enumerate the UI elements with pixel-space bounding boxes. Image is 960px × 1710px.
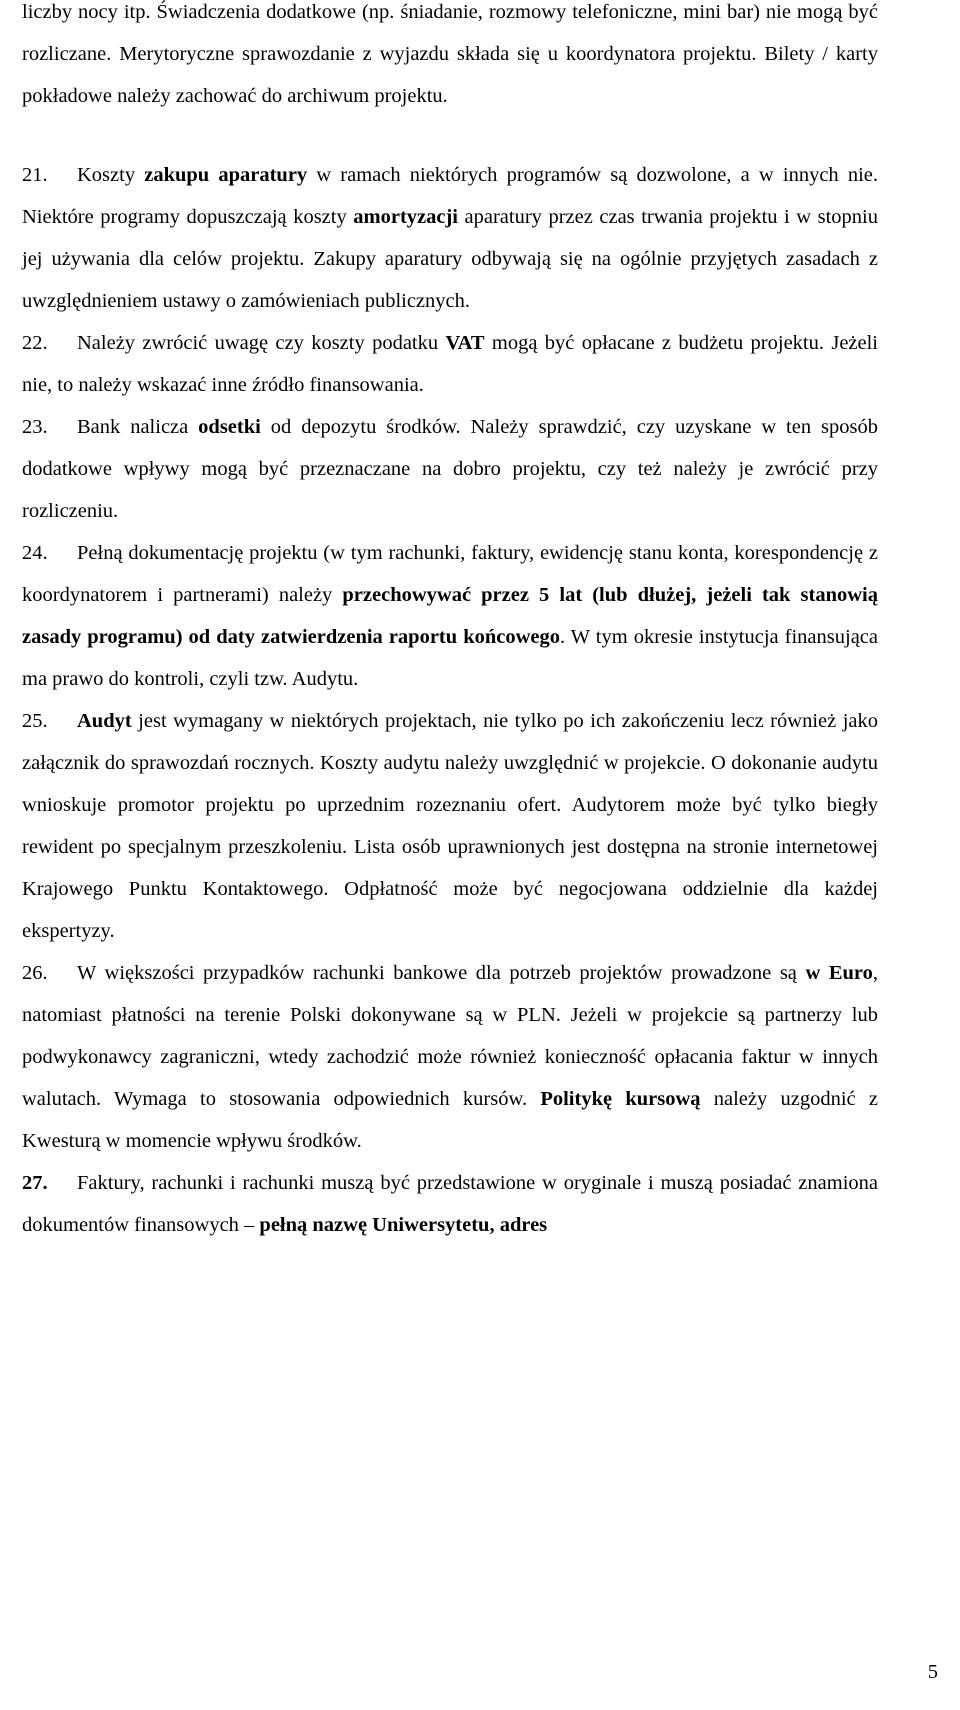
body-text: W większości przypadków rachunki bankowe dla potrzeb projektów prowadzone są xyxy=(77,962,806,984)
body-text: , natomiast płatności na terenie Polski dokonywane są w PLN. Jeżeli w projekcie są partnerzy lub podwykonawcy zagraniczni, wtedy zachodzić może również konieczność opłacania faktur w innych walutach. Wymaga to stosowania odpowiednich kursów. xyxy=(22,962,878,1110)
numbered-list xyxy=(22,154,878,1246)
bold-text: przechowywać przez 5 lat (lub dłużej, jeżeli tak stanowią zasady programu) od daty zatwierdzenia raportu końcowego xyxy=(22,584,878,648)
body-text: Faktury, rachunki i rachunki muszą być przedstawione w oryginale i muszą posiadać znamiona dokumentów finansowych – xyxy=(22,1172,878,1236)
body-text: Bank nalicza xyxy=(77,416,199,438)
item-number: 25. xyxy=(22,710,48,732)
body-text: . W tym okresie instytucja finansująca ma prawo do kontroli, czyli tzw. Audytu. xyxy=(22,626,878,690)
list-item xyxy=(22,532,878,700)
list-item xyxy=(22,406,878,532)
bold-text: VAT xyxy=(445,332,485,354)
list-item xyxy=(22,322,878,406)
bold-text: zakupu aparatury xyxy=(144,164,308,186)
item-number: 22. xyxy=(22,332,48,354)
item-number: 21. xyxy=(22,164,48,186)
body-text: Należy zwrócić uwagę czy koszty podatku xyxy=(77,332,446,354)
body-text: w ramach niektórych programów są dozwolone, a w innych nie. Niektóre programy dopuszczają koszty xyxy=(22,164,879,228)
bold-text: Politykę kursową xyxy=(540,1088,701,1110)
bold-text: pełną nazwę Uniwersytetu, adres xyxy=(259,1214,548,1236)
list-item xyxy=(22,952,878,1162)
body-text: mogą być opłacane z budżetu projektu. Jeżeli nie, to należy wskazać inne źródło finansowania. xyxy=(22,332,879,396)
body-text: jest wymagany w niektórych projektach, nie tylko po ich zakończeniu lecz również jako załącznik do sprawozdań rocznych. Koszty audytu należy uwzględnić w projekcie. O dokonanie audytu wnioskuje promotor projektu po uprzednim rozeznaniu ofert. Audytorem może być tylko biegły rewident po specjalnym przeszkoleniu. Lista osób uprawnionych jest dostępna na stronie internetowej Krajowego Punktu Kontaktowego. Odpłatność może być negocjowana oddzielnie dla każdej ekspertyzy. xyxy=(22,710,878,942)
item-number: 24. xyxy=(22,542,48,564)
list-item xyxy=(22,1162,878,1246)
item-number: 26. xyxy=(22,962,48,984)
bold-text: amortyzacji xyxy=(353,206,458,228)
intro-text: liczby nocy itp. Świadczenia dodatkowe (np. śniadanie, rozmowy telefoniczne, mini bar) nie mogą być rozliczane. Merytoryczne sprawozdanie z wyjazdu składa się u koordynatora projektu. Bilety / karty pokładowe należy zachować do archiwum projektu. xyxy=(22,1,878,107)
bold-text: w Euro xyxy=(805,962,873,984)
bold-text: odsetki xyxy=(198,416,261,438)
bold-text: Audyt xyxy=(77,710,132,732)
list-item xyxy=(22,700,878,952)
body-text: Pełną dokumentację projektu (w tym rachunki, faktury, ewidencję stanu konta, korespondencję z koordynatorem i partnerami) należy xyxy=(22,542,878,606)
body-text: od depozytu środków. Należy sprawdzić, czy uzyskane w ten sposób dodatkowe wpływy mogą być przeznaczane na dobro projektu, czy też należy je zwrócić przy rozliczeniu. xyxy=(22,416,878,522)
body-text: Koszty xyxy=(77,164,145,186)
body-text: należy uzgodnić z Kwesturą w momencie wpływu środków. xyxy=(22,1088,878,1152)
item-number: 27. xyxy=(22,1172,48,1194)
item-number: 23. xyxy=(22,416,48,438)
list-item xyxy=(22,154,878,322)
body-text: aparatury przez czas trwania projektu i w stopniu jej używania dla celów projektu. Zakupy aparatury odbywają się na ogólnie przyjętych zasadach z uwzględnieniem ustawy o zamówieniach publicznych. xyxy=(22,206,879,312)
intro-paragraph xyxy=(22,0,878,117)
page-number: 5 xyxy=(927,1661,938,1683)
